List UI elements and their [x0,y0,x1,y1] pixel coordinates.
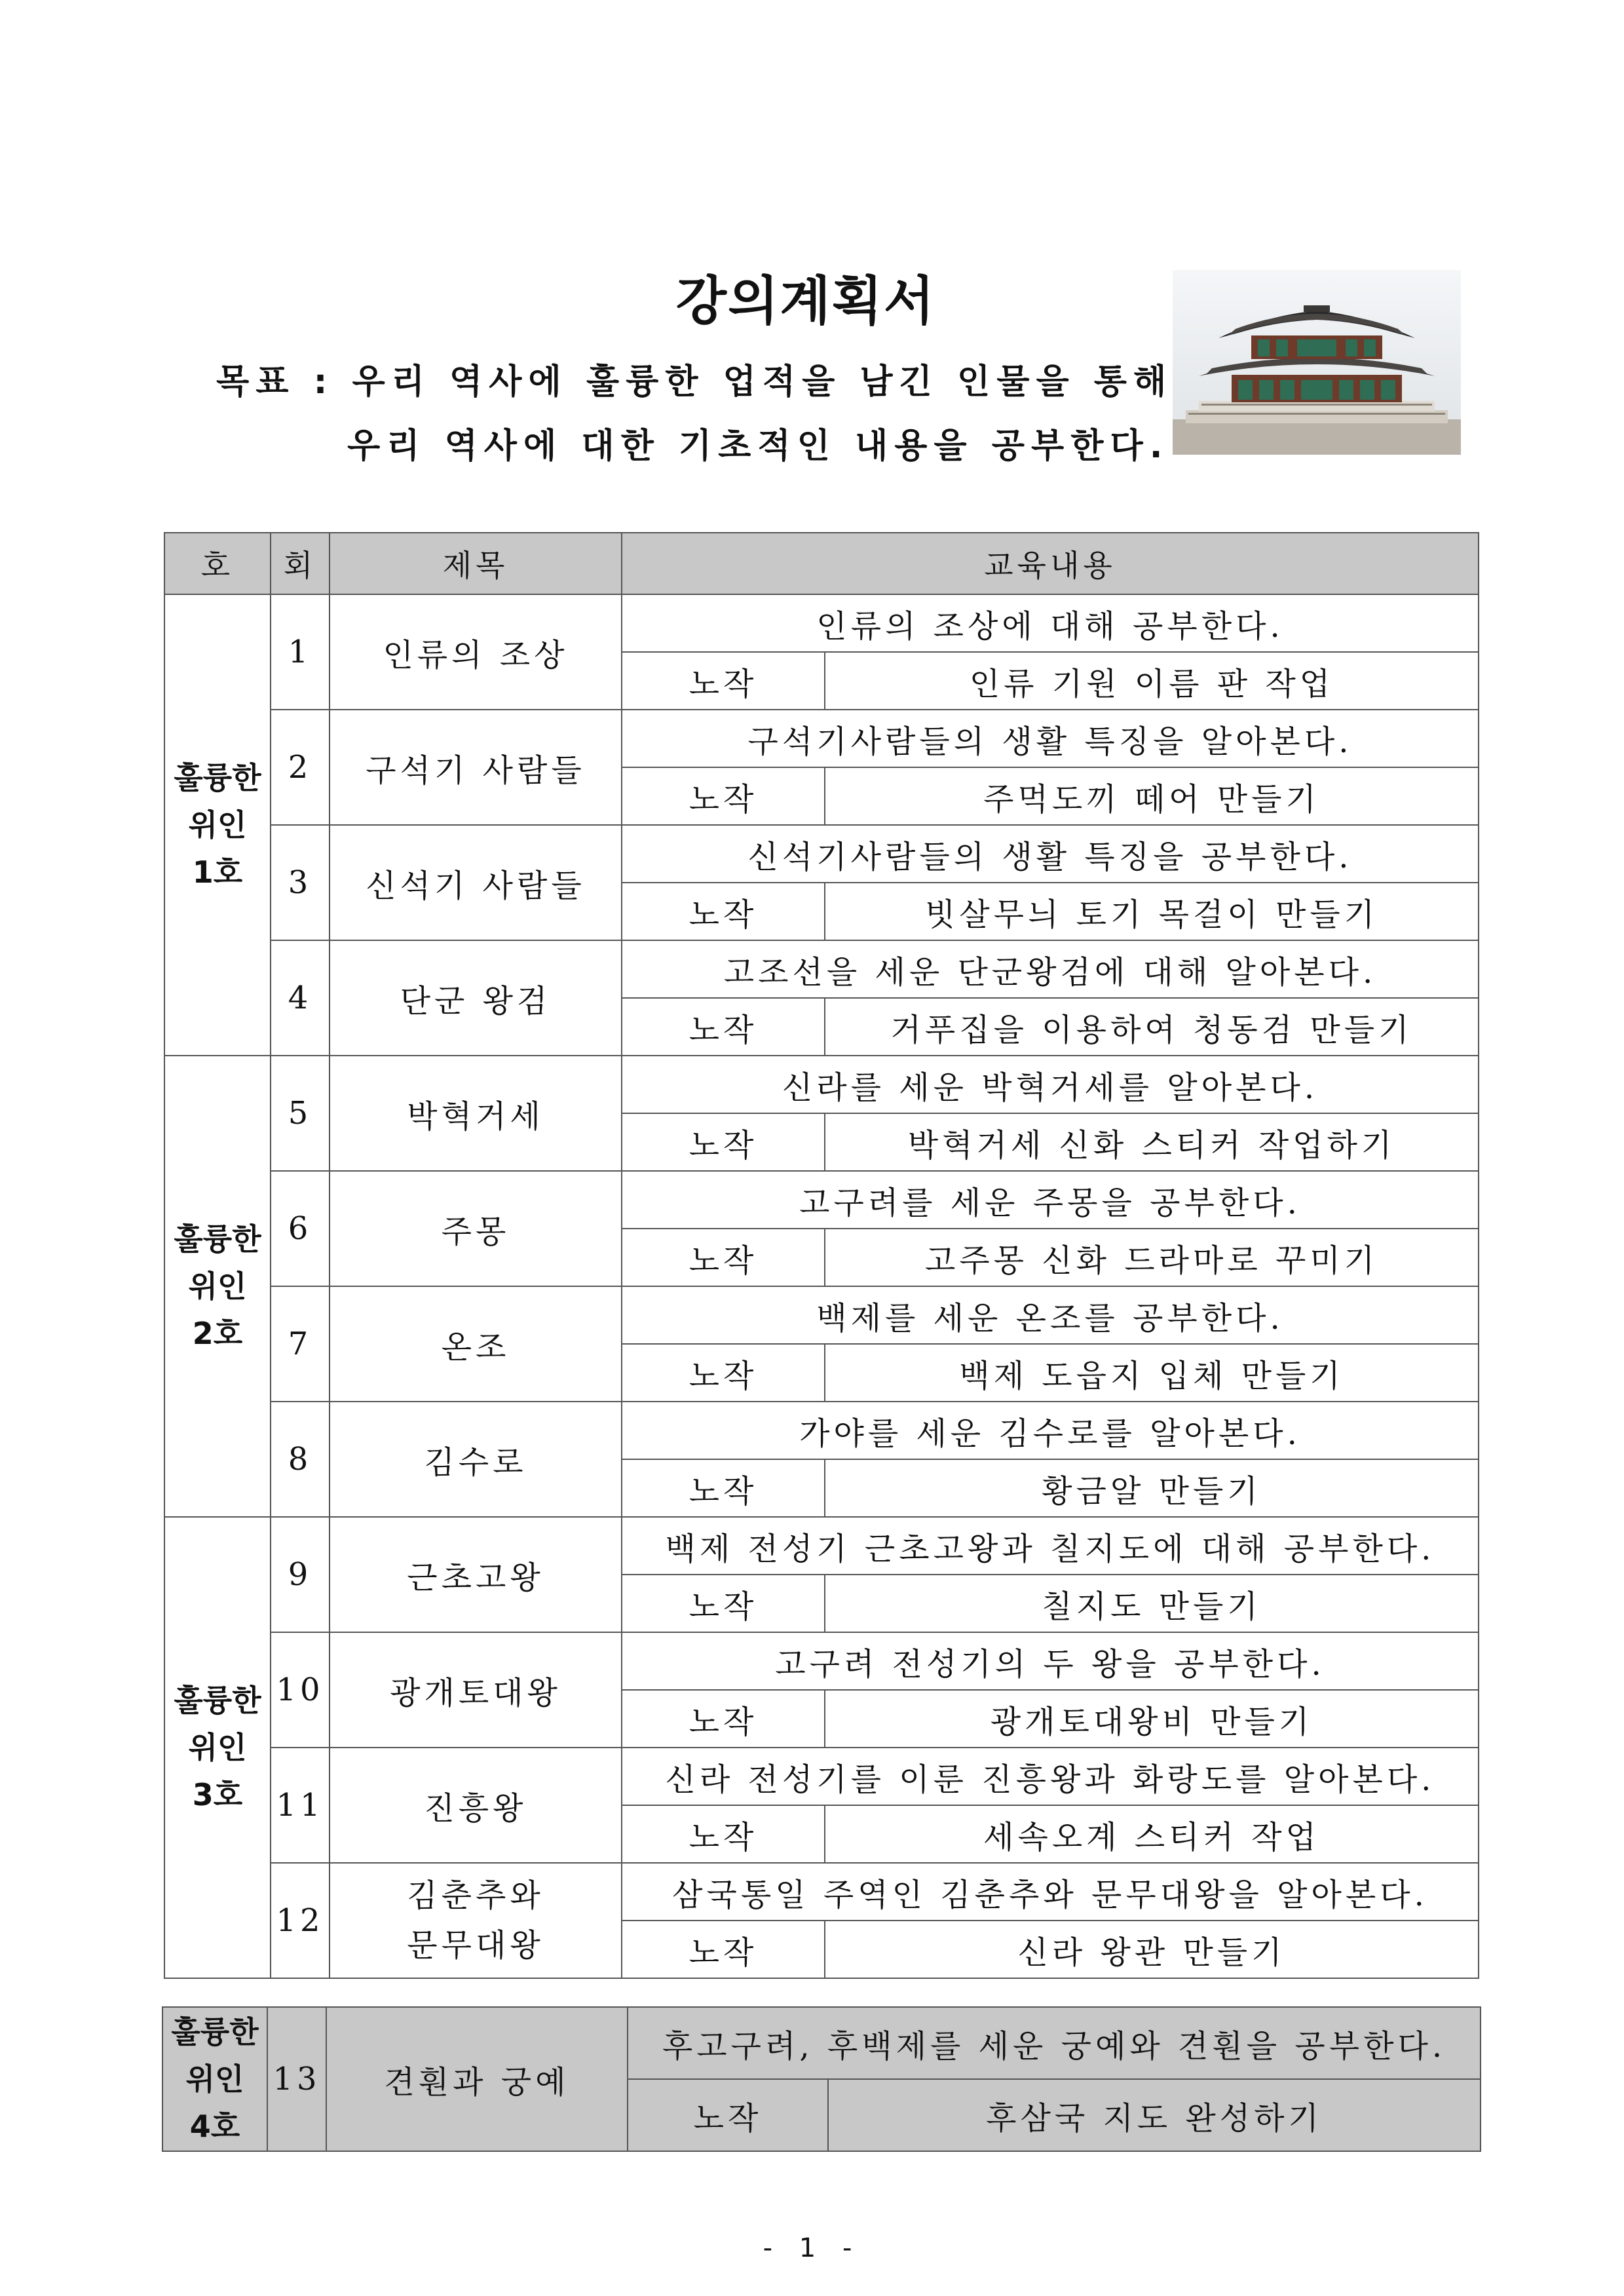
table-row [164,825,1479,883]
session-title: 김수로 [330,1402,622,1517]
table-row [164,1171,1479,1229]
table-row [164,1286,1479,1344]
session-number: 3 [271,825,330,940]
session-description: 백제 전성기 근초고왕과 칠지도에 대해 공부한다. [622,1517,1479,1575]
session-number: 10 [271,1632,330,1748]
group-label: 훌륭한 위인 1호 [164,594,271,1056]
session-number: 12 [271,1863,330,1978]
page-title: 강의계획서 [675,271,936,332]
activity-text: 백제 도읍지 입체 만들기 [825,1344,1479,1402]
session-number: 2 [271,710,330,825]
session-description: 고조선을 세운 단군왕검에 대해 알아본다. [622,940,1479,998]
session-number: 9 [271,1517,330,1632]
table-row [164,594,1479,652]
goal-line-1: 목표 : 우리 역사에 훌륭한 업적을 남긴 인물을 통해 [216,362,1173,402]
supplementary-table [162,2006,1481,2152]
header-content: 교육내용 [622,533,1479,594]
palace-photo [1173,270,1461,455]
session-title: 단군 왕검 [330,940,622,1056]
activity-text: 박혁거세 신화 스티커 작업하기 [825,1113,1479,1171]
group-label: 훌륭한 위인 4호 [162,2007,267,2151]
session-title: 광개토대왕 [330,1632,622,1748]
session-description: 인류의 조상에 대해 공부한다. [622,594,1479,652]
header-ho: 호 [164,533,271,594]
table-header-row [164,533,1479,594]
activity-text: 광개토대왕비 만들기 [825,1690,1479,1748]
session-title: 주몽 [330,1171,622,1286]
table-row [164,1748,1479,1805]
header-subject: 제목 [330,533,622,594]
table-row [164,1402,1479,1459]
session-title: 견훤과 궁예 [326,2007,628,2151]
session-number: 6 [271,1171,330,1286]
activity-label: 노작 [622,1344,825,1402]
activity-text: 빗살무늬 토기 목걸이 만들기 [825,883,1479,940]
table-row [164,940,1479,998]
session-number: 4 [271,940,330,1056]
session-title: 구석기 사람들 [330,710,622,825]
activity-label: 노작 [622,1921,825,1978]
activity-text: 칠지도 만들기 [825,1575,1479,1632]
session-number: 1 [271,594,330,710]
session-title: 근초고왕 [330,1517,622,1632]
table-row [164,1056,1479,1113]
session-number: 8 [271,1402,330,1517]
session-description: 백제를 세운 온조를 공부한다. [622,1286,1479,1344]
activity-label: 노작 [622,1459,825,1517]
session-number: 5 [271,1056,330,1171]
activity-text: 신라 왕관 만들기 [825,1921,1479,1978]
activity-text: 고주몽 신화 드라마로 꾸미기 [825,1229,1479,1286]
activity-text: 거푸집을 이용하여 청동검 만들기 [825,998,1479,1056]
activity-text: 황금알 만들기 [825,1459,1479,1517]
session-number: 11 [271,1748,330,1863]
table-row [164,1632,1479,1690]
session-description: 가야를 세운 김수로를 알아본다. [622,1402,1479,1459]
activity-text: 후삼국 지도 완성하기 [828,2079,1481,2151]
session-description: 고구려를 세운 주몽을 공부한다. [622,1171,1479,1229]
table-row [164,710,1479,767]
table-row [162,2007,1481,2079]
header-hoe: 회 [271,533,330,594]
session-description: 신라 전성기를 이룬 진흥왕과 화랑도를 알아본다. [622,1748,1479,1805]
session-number: 13 [267,2007,326,2151]
group-label: 훌륭한 위인 3호 [164,1517,271,1978]
activity-text: 세속오계 스티커 작업 [825,1805,1479,1863]
activity-label: 노작 [622,1690,825,1748]
session-description: 고구려 전성기의 두 왕을 공부한다. [622,1632,1479,1690]
activity-label: 노작 [622,1113,825,1171]
activity-label: 노작 [622,1575,825,1632]
activity-label: 노작 [622,767,825,825]
table-row [164,1517,1479,1575]
session-number: 7 [271,1286,330,1402]
activity-text: 주먹도끼 떼어 만들기 [825,767,1479,825]
activity-label: 노작 [628,2079,828,2151]
session-description: 신라를 세운 박혁거세를 알아본다. [622,1056,1479,1113]
group-label: 훌륭한 위인 2호 [164,1056,271,1517]
activity-label: 노작 [622,652,825,710]
table-row [164,1863,1479,1921]
session-title: 박혁거세 [330,1056,622,1171]
session-description: 구석기사람들의 생활 특징을 알아본다. [622,710,1479,767]
lecture-plan-table [164,532,1479,1979]
session-description: 후고구려, 후백제를 세운 궁예와 견훤을 공부한다. [628,2007,1481,2079]
session-title: 인류의 조상 [330,594,622,710]
activity-text: 인류 기원 이름 판 작업 [825,652,1479,710]
session-description: 삼국통일 주역인 김춘추와 문무대왕을 알아본다. [622,1863,1479,1921]
page-number: - 1 - [763,2233,861,2263]
activity-label: 노작 [622,883,825,940]
session-title: 온조 [330,1286,622,1402]
session-title: 진흥왕 [330,1748,622,1863]
session-description: 신석기사람들의 생활 특징을 공부한다. [622,825,1479,883]
session-title: 김춘추와 문무대왕 [330,1863,622,1978]
goal-line-2: 우리 역사에 대한 기초적인 내용을 공부한다. [347,427,1169,466]
activity-label: 노작 [622,998,825,1056]
session-title: 신석기 사람들 [330,825,622,940]
activity-label: 노작 [622,1805,825,1863]
activity-label: 노작 [622,1229,825,1286]
